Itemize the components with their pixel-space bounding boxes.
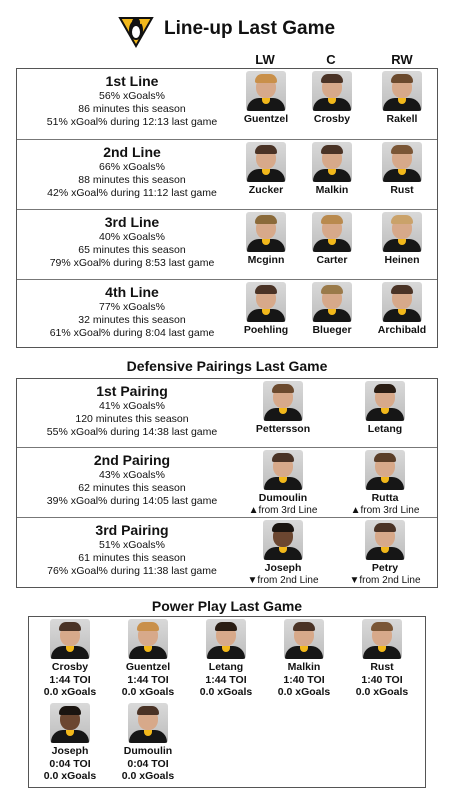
player-card[interactable] <box>237 450 329 517</box>
player-card[interactable] <box>335 520 435 587</box>
pairing-xgoals: 43% xGoals% <box>99 469 165 481</box>
player-headshot-icon <box>365 520 405 560</box>
player-headshot-icon <box>263 520 303 560</box>
player-card[interactable] <box>365 142 439 197</box>
line-info <box>17 214 247 270</box>
line-name: 3rd Line <box>104 214 160 230</box>
column-lw: LW <box>255 52 275 67</box>
player-headshot-icon <box>365 450 405 490</box>
player-xgoals: 0.0 xGoals <box>277 686 331 698</box>
player-card[interactable] <box>295 212 369 267</box>
player-card[interactable] <box>111 703 185 782</box>
player-headshot-icon <box>128 619 168 659</box>
line-row-3 <box>17 209 437 279</box>
player-name: Mcginn <box>247 254 285 266</box>
line-name: 4th Line <box>105 284 159 300</box>
player-toi: 1:44 TOI <box>127 674 169 686</box>
player-headshot-icon <box>246 71 286 111</box>
pairing-xgoals: 41% xGoals% <box>99 400 165 412</box>
pairing-last-game: 76% xGoal% during 11:38 last game <box>47 565 217 577</box>
pairing-info <box>17 383 247 439</box>
player-card[interactable] <box>33 619 107 698</box>
player-note: ▲from 3rd Line <box>350 505 420 516</box>
player-name: Joseph <box>264 562 302 574</box>
defense-pairings-panel <box>16 378 438 588</box>
player-card[interactable] <box>295 71 369 126</box>
player-headshot-icon <box>382 71 422 111</box>
line-xgoals: 40% xGoals% <box>99 231 165 243</box>
player-headshot-icon <box>50 703 90 743</box>
player-toi: 0:04 TOI <box>49 758 91 770</box>
penguins-logo-icon <box>118 12 154 48</box>
page-title: Line-up Last Game <box>164 18 336 39</box>
player-name: Rust <box>390 184 414 196</box>
line-last-game: 61% xGoal% during 8:04 last game <box>49 327 215 339</box>
player-name: Poehling <box>243 324 289 336</box>
player-name: Pettersson <box>255 423 311 435</box>
defense-section-title: Defensive Pairings Last Game <box>126 358 328 374</box>
line-last-game: 79% xGoal% during 8:53 last game <box>49 257 215 269</box>
player-headshot-icon <box>284 619 324 659</box>
player-card[interactable] <box>335 450 435 517</box>
line-row-2 <box>17 139 437 209</box>
player-card[interactable] <box>229 142 303 197</box>
player-headshot-icon <box>246 282 286 322</box>
header <box>0 8 454 52</box>
pairing-name: 1st Pairing <box>96 383 168 399</box>
player-card[interactable] <box>295 142 369 197</box>
player-name: Malkin <box>315 184 349 196</box>
line-name: 1st Line <box>105 73 159 89</box>
pairing-name: 2nd Pairing <box>93 452 171 468</box>
player-xgoals: 0.0 xGoals <box>121 686 175 698</box>
player-card[interactable] <box>243 381 323 436</box>
player-card[interactable] <box>295 282 369 337</box>
player-headshot-icon <box>263 381 303 421</box>
player-card[interactable] <box>365 212 439 267</box>
player-card[interactable] <box>111 619 185 698</box>
player-xgoals: 0.0 xGoals <box>121 770 175 782</box>
player-name: Malkin <box>287 661 321 673</box>
player-name: Letang <box>367 423 403 435</box>
powerplay-section-title: Power Play Last Game <box>151 598 303 614</box>
player-name: Rutta <box>371 492 399 504</box>
player-xgoals: 0.0 xGoals <box>355 686 409 698</box>
player-headshot-icon <box>206 619 246 659</box>
pairing-last-game: 39% xGoal% during 14:05 last game <box>46 495 218 507</box>
player-name: Crosby <box>51 661 89 673</box>
line-minutes: 88 minutes this season <box>78 174 186 186</box>
player-card[interactable] <box>267 619 341 698</box>
player-name: Zucker <box>248 184 284 196</box>
pairing-xgoals: 51% xGoals% <box>99 539 165 551</box>
player-toi: 1:40 TOI <box>283 674 325 686</box>
player-xgoals: 0.0 xGoals <box>43 686 97 698</box>
player-headshot-icon <box>50 619 90 659</box>
line-minutes: 32 minutes this season <box>78 314 186 326</box>
player-card[interactable] <box>189 619 263 698</box>
line-xgoals: 66% xGoals% <box>99 161 165 173</box>
pairing-minutes: 61 minutes this season <box>78 552 186 564</box>
line-info <box>17 284 247 340</box>
player-headshot-icon <box>312 142 352 182</box>
player-name: Carter <box>316 254 348 266</box>
player-name: Rust <box>370 661 394 673</box>
player-headshot-icon <box>365 381 405 421</box>
player-headshot-icon <box>246 212 286 252</box>
line-xgoals: 77% xGoals% <box>99 301 165 313</box>
pairing-last-game: 55% xGoal% during 14:38 last game <box>46 426 218 438</box>
line-minutes: 86 minutes this season <box>78 103 186 115</box>
forward-lines-panel <box>16 68 438 348</box>
player-headshot-icon <box>312 71 352 111</box>
pairing-name: 3rd Pairing <box>95 522 169 538</box>
pairing-info <box>17 452 247 508</box>
line-row-4 <box>17 279 437 349</box>
player-name: Archibald <box>377 324 427 336</box>
player-card[interactable] <box>33 703 107 782</box>
player-name: Dumoulin <box>258 492 308 504</box>
player-headshot-icon <box>382 142 422 182</box>
pairing-row-2 <box>17 447 437 517</box>
player-name: Joseph <box>51 745 89 757</box>
line-info <box>17 73 247 129</box>
player-toi: 1:44 TOI <box>205 674 247 686</box>
player-toi: 0:04 TOI <box>127 758 169 770</box>
pairing-row-1 <box>17 379 437 447</box>
player-headshot-icon <box>312 282 352 322</box>
pairing-minutes: 120 minutes this season <box>75 413 189 425</box>
player-card[interactable] <box>365 71 439 126</box>
line-xgoals: 56% xGoals% <box>99 90 165 102</box>
player-note: ▼from 2nd Line <box>349 575 421 586</box>
line-last-game: 42% xGoal% during 11:12 last game <box>47 187 217 199</box>
player-xgoals: 0.0 xGoals <box>199 686 253 698</box>
line-name: 2nd Line <box>103 144 161 160</box>
player-note: ▼from 2nd Line <box>247 575 319 586</box>
player-name: Crosby <box>313 113 351 125</box>
line-info <box>17 144 247 200</box>
player-headshot-icon <box>263 450 303 490</box>
line-row-1 <box>17 69 437 139</box>
line-last-game: 51% xGoal% during 12:13 last game <box>46 116 218 128</box>
player-name: Blueger <box>312 324 352 336</box>
player-headshot-icon <box>246 142 286 182</box>
player-card[interactable] <box>229 282 303 337</box>
player-card[interactable] <box>229 212 303 267</box>
column-rw: RW <box>391 52 413 67</box>
player-name: Dumoulin <box>123 745 173 757</box>
player-card[interactable] <box>237 520 329 587</box>
player-headshot-icon <box>382 212 422 252</box>
line-minutes: 65 minutes this season <box>78 244 186 256</box>
pairing-minutes: 62 minutes this season <box>78 482 186 494</box>
player-headshot-icon <box>382 282 422 322</box>
player-card[interactable] <box>229 71 303 126</box>
player-note: ▲from 3rd Line <box>248 505 318 516</box>
player-headshot-icon <box>312 212 352 252</box>
powerplay-panel <box>28 616 426 788</box>
player-name: Letang <box>208 661 244 673</box>
player-headshot-icon <box>128 703 168 743</box>
player-xgoals: 0.0 xGoals <box>43 770 97 782</box>
player-card[interactable] <box>345 619 419 698</box>
player-name: Guentzel <box>243 113 289 125</box>
player-name: Petry <box>371 562 399 574</box>
player-headshot-icon <box>362 619 402 659</box>
player-card[interactable] <box>335 381 435 436</box>
pairing-info <box>17 522 247 578</box>
player-name: Guentzel <box>125 661 171 673</box>
player-name: Rakell <box>386 113 418 125</box>
player-name: Heinen <box>384 254 420 266</box>
player-card[interactable] <box>365 282 439 337</box>
player-toi: 1:44 TOI <box>49 674 91 686</box>
column-c: C <box>326 52 336 67</box>
pairing-row-3 <box>17 517 437 589</box>
player-toi: 1:40 TOI <box>361 674 403 686</box>
